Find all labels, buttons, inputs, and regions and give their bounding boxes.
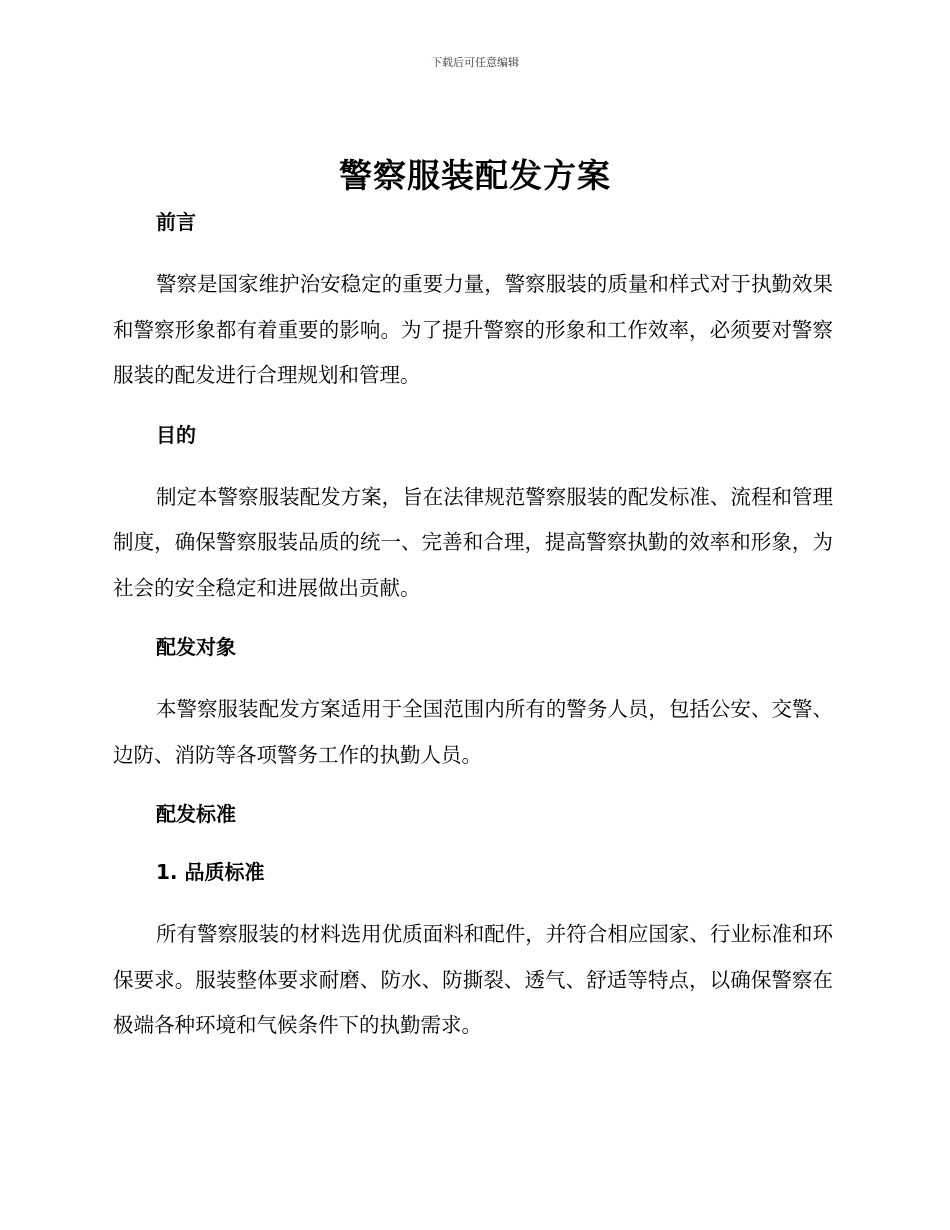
section-body-preface: 警察是国家维护治安稳定的重要力量，警察服装的质量和样式对于执勤效果和警察形象都有着重要的影响。为了提升警察的形象和工作效率，必须要对警察服装的配发进行合理规划和管理。 (113, 272, 833, 387)
section-heading-standards: 配发标准 (156, 802, 236, 826)
subsection-heading-quality: 1. 品质标准 (156, 860, 265, 884)
section-body-purpose: 制定本警察服装配发方案，旨在法律规范警察服装的配发标准、流程和管理制度，确保警察服装品质的统一、完善和合理，提高警察执勤的效率和形象，为社会的安全稳定和进展做出贡献。 (113, 484, 833, 600)
section-body-target: 本警察服装配发方案适用于全国范围内所有的警务人员，包括公安、交警、边防、消防等各项警务工作的执勤人员。 (113, 697, 833, 767)
section-heading-purpose: 目的 (156, 422, 196, 447)
section-body-quality: 所有警察服装的材料选用优质面料和配件，并符合相应国家、行业标准和环保要求。服装整体要求耐磨、防水、防撕裂、透气、舒适等特点，以确保警察在极端各种环境和气候条件下的执勤需求。 (113, 922, 833, 1037)
document-body (113, 204, 833, 1049)
page-header: 下载后可任意编辑 (431, 56, 519, 69)
section-heading-target: 配发对象 (156, 635, 236, 659)
document-title: 警察服装配发方案 (339, 156, 611, 195)
section-heading-preface: 前言 (156, 210, 196, 234)
